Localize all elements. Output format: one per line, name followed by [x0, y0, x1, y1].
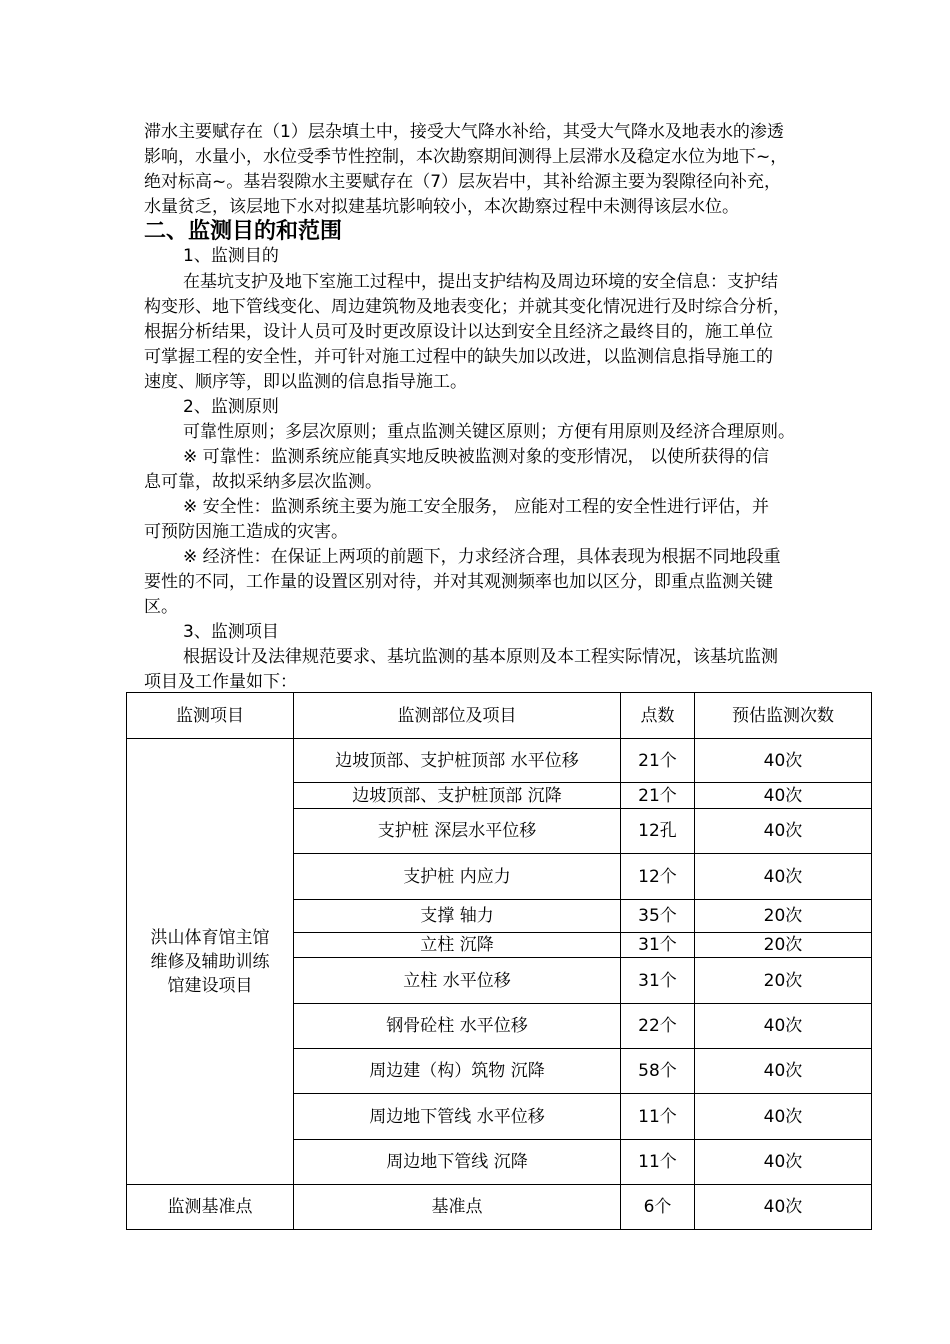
body-text-line: 可掌握工程的安全性，并可针对施工过程中的缺失加以改进，以监测信息指导施工的	[144, 347, 773, 367]
project-name-line: 馆建设项目	[167, 975, 253, 996]
part-cell: 边坡顶部、支护桩顶部 沉降	[294, 783, 621, 809]
points-cell: 12个	[621, 854, 695, 900]
times-cell: 40次	[695, 809, 872, 854]
points-cell: 21个	[621, 783, 695, 809]
times-cell: 40次	[695, 854, 872, 900]
points-cell: 35个	[621, 900, 695, 933]
body-text-line: ※ 安全性：监测系统主要为施工安全服务， 应能对工程的安全性进行评估，并	[183, 497, 770, 517]
subsection-title: 1、监测目的	[183, 246, 279, 266]
times-cell: 40次	[695, 1140, 872, 1185]
part-cell: 支护桩 深层水平位移	[294, 809, 621, 854]
body-text-line: 速度、顺序等，即以监测的信息指导施工。	[144, 372, 467, 392]
points-cell: 22个	[621, 1004, 695, 1049]
part-cell: 周边地下管线 水平位移	[294, 1094, 621, 1140]
part-cell: 立柱 沉降	[294, 933, 621, 958]
body-text-line: 区。	[144, 597, 178, 617]
part-cell: 钢骨砼柱 水平位移	[294, 1004, 621, 1049]
monitoring-table	[126, 692, 872, 1230]
body-text-line: ※ 经济性：在保证上两项的前题下，力求经济合理，具体表现为根据不同地段重	[183, 547, 781, 567]
points-cell: 11个	[621, 1094, 695, 1140]
points-cell: 11个	[621, 1140, 695, 1185]
part-cell: 立柱 水平位移	[294, 958, 621, 1004]
body-text-line: 可靠性原则；多层次原则；重点监测关键区原则；方便有用原则及经济合理原则。	[183, 422, 795, 442]
body-text-line: 息可靠，故拟采纳多层次监测。	[144, 472, 382, 492]
part-cell: 支护桩 内应力	[294, 854, 621, 900]
body-text-line: 根据设计及法律规范要求、基坑监测的基本原则及本工程实际情况，该基坑监测	[183, 647, 778, 667]
times-cell: 20次	[695, 933, 872, 958]
part-cell: 周边地下管线 沉降	[294, 1140, 621, 1185]
points-cell: 31个	[621, 958, 695, 1004]
header-monitoring-part: 监测部位及项目	[294, 693, 621, 739]
subsection-title: 3、监测项目	[183, 622, 279, 642]
table-row	[127, 739, 872, 783]
points-cell: 58个	[621, 1049, 695, 1094]
subsection-title: 2、监测原则	[183, 397, 279, 417]
times-cell: 40次	[695, 1049, 872, 1094]
points-cell: 21个	[621, 739, 695, 783]
body-text-line: 要性的不同，工作量的设置区别对待，并对其观测频率也加以区分，即重点监测关键	[144, 572, 773, 592]
body-text-line: 构变形、地下管线变化、周边建筑物及地表变化；并就其变化情况进行及时综合分析，	[144, 297, 790, 317]
body-text-line: 在基坑支护及地下室施工过程中，提出支护结构及周边环境的安全信息：支护结	[183, 272, 778, 292]
table-row-base-point	[127, 1185, 872, 1230]
points-cell: 6个	[621, 1185, 695, 1230]
project-name-cell	[127, 739, 294, 1185]
item-cell: 监测基准点	[127, 1185, 294, 1230]
points-cell: 31个	[621, 933, 695, 958]
times-cell: 40次	[695, 1094, 872, 1140]
project-name-line: 洪山体育馆主馆	[150, 927, 270, 948]
part-cell: 基准点	[294, 1185, 621, 1230]
times-cell: 40次	[695, 1185, 872, 1230]
header-point-count: 点数	[621, 693, 695, 739]
header-estimated-times: 预估监测次数	[695, 693, 872, 739]
body-text-line: 绝对标高~。基岩裂隙水主要赋存在（7）层灰岩中，其补给源主要为裂隙径向补充，	[144, 172, 782, 192]
section-heading: 二、监测目的和范围	[144, 219, 343, 244]
body-text-line: 项目及工作量如下：	[144, 672, 297, 692]
part-cell: 周边建（构）筑物 沉降	[294, 1049, 621, 1094]
body-text-line: 滞水主要赋存在（1）层杂填土中，接受大气降水补给，其受大气降水及地表水的渗透	[144, 122, 784, 142]
times-cell: 40次	[695, 739, 872, 783]
body-text-line: 水量贫乏，该层地下水对拟建基坑影响较小，本次勘察过程中未测得该层水位。	[144, 197, 739, 217]
part-cell: 支撑 轴力	[294, 900, 621, 933]
body-text-line: 影响，水量小，水位受季节性控制，本次勘察期间测得上层滞水及稳定水位为地下~，	[144, 147, 788, 167]
project-name-line: 维修及辅助训练	[150, 951, 270, 972]
times-cell: 20次	[695, 958, 872, 1004]
header-monitoring-item: 监测项目	[127, 693, 294, 739]
part-cell: 边坡顶部、支护桩顶部 水平位移	[294, 739, 621, 783]
body-text-line: 根据分析结果，设计人员可及时更改原设计以达到安全且经济之最终目的，施工单位	[144, 322, 773, 342]
body-text-line: ※ 可靠性：监测系统应能真实地反映被监测对象的变形情况， 以使所获得的信	[183, 447, 770, 467]
table-header-row	[127, 693, 872, 739]
times-cell: 40次	[695, 783, 872, 809]
times-cell: 20次	[695, 900, 872, 933]
body-text-line: 可预防因施工造成的灾害。	[144, 522, 348, 542]
times-cell: 40次	[695, 1004, 872, 1049]
points-cell: 12孔	[621, 809, 695, 854]
